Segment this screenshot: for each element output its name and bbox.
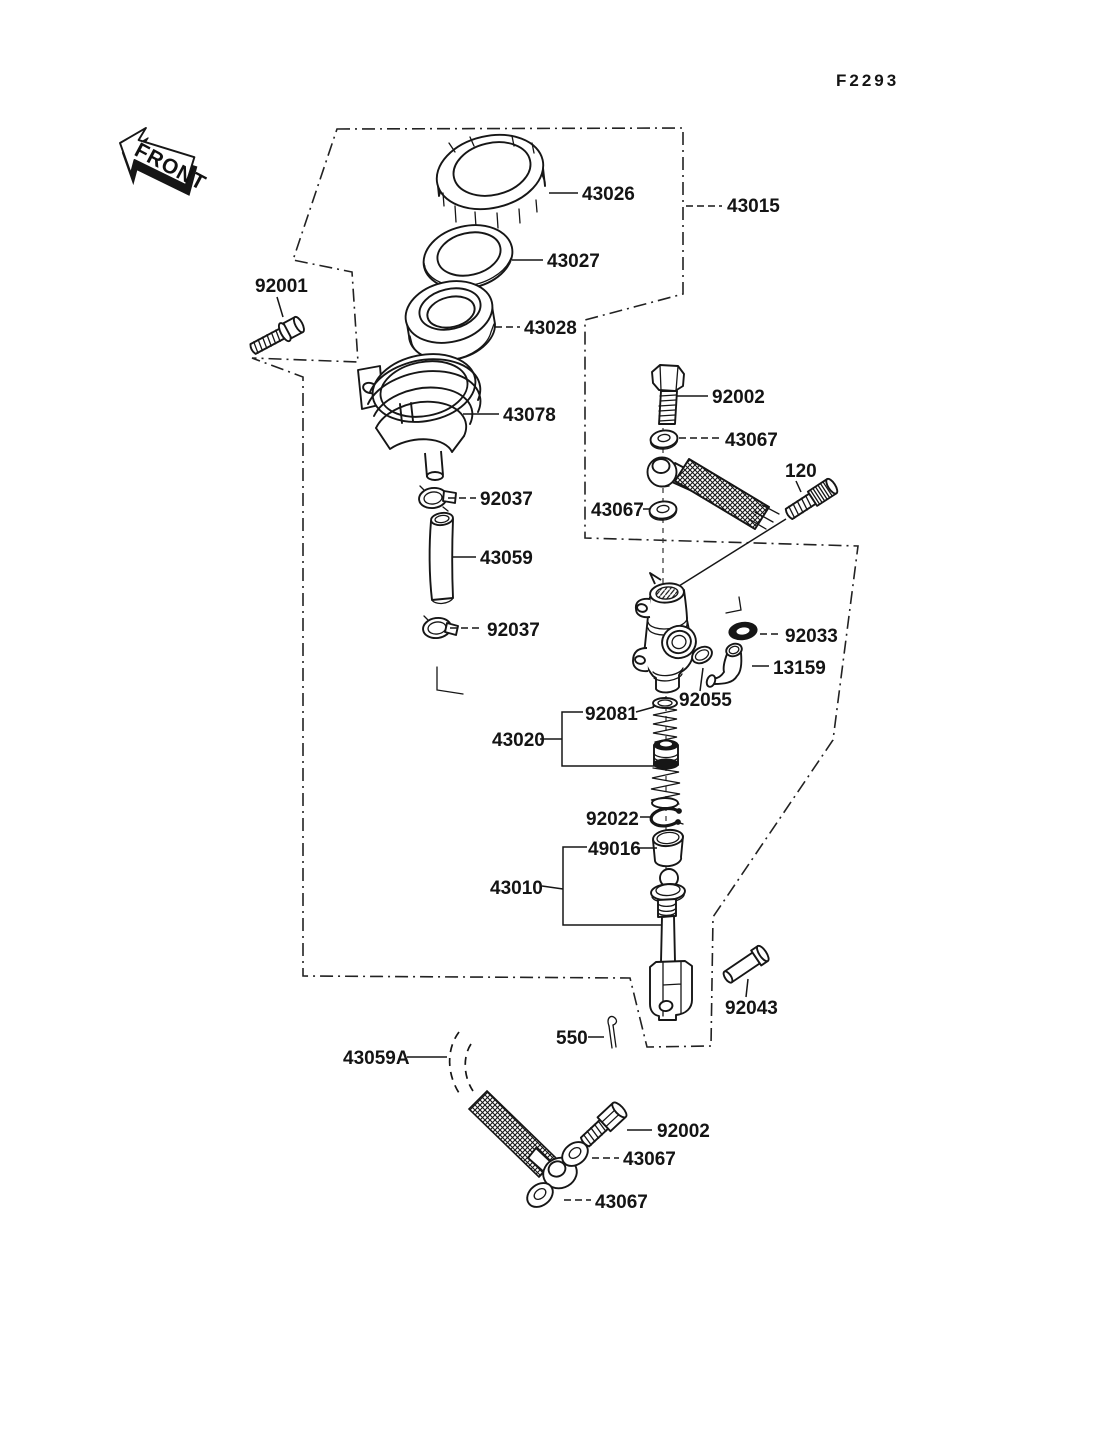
- label-43059A: 43059A: [343, 1048, 410, 1069]
- front-arrow: [107, 121, 217, 210]
- part-reservoir-cap: [429, 125, 550, 228]
- bolt-120-install-line: [671, 519, 786, 591]
- label-550: 550: [556, 1028, 588, 1049]
- part-grommet: [729, 622, 757, 639]
- part-reservoir-hose: [430, 512, 454, 604]
- corner-mark: [437, 667, 463, 694]
- part-labels: [255, 184, 838, 1213]
- label-92043: 92043: [725, 998, 778, 1019]
- label-43028: 43028: [524, 318, 577, 339]
- label-43067-b: 43067: [591, 500, 644, 521]
- part-cylinder-body: [633, 573, 700, 692]
- label-43015: 43015: [727, 196, 780, 217]
- label-43059: 43059: [480, 548, 533, 569]
- label-92037-b: 92037: [487, 620, 540, 641]
- label-43026: 43026: [582, 184, 635, 205]
- label-43067-d: 43067: [595, 1192, 648, 1213]
- front-label: FRONT: [130, 138, 210, 196]
- label-92033: 92033: [785, 626, 838, 647]
- label-92002-b: 92002: [657, 1121, 710, 1142]
- corner-mark: [726, 597, 741, 613]
- part-washer-upper: [650, 429, 679, 449]
- part-push-rod: [650, 869, 692, 1020]
- label-43027: 43027: [547, 251, 600, 272]
- label-92002-a: 92002: [712, 387, 765, 408]
- label-13159: 13159: [773, 658, 826, 679]
- label-92037-a: 92037: [480, 489, 533, 510]
- label-43067-c: 43067: [623, 1149, 676, 1170]
- label-43078: 43078: [503, 405, 556, 426]
- part-clevis-pin: [720, 944, 770, 986]
- label-49016: 49016: [588, 839, 641, 860]
- label-92055: 92055: [679, 690, 732, 711]
- label-92001: 92001: [255, 276, 308, 297]
- figure-code: F2293: [836, 71, 900, 90]
- part-brake-hose: [450, 1032, 581, 1193]
- label-43010: 43010: [490, 878, 543, 899]
- label-43020: 43020: [492, 730, 545, 751]
- part-clamp-bolt: [247, 314, 307, 358]
- part-banjo-bolt-upper: [652, 365, 684, 424]
- label-120: 120: [785, 461, 817, 482]
- part-circlip: [651, 809, 683, 826]
- label-92022: 92022: [586, 809, 639, 830]
- label-92081: 92081: [585, 704, 638, 725]
- label-43067-a: 43067: [725, 430, 778, 451]
- part-spring: [653, 698, 677, 742]
- part-reservoir: [358, 346, 481, 480]
- part-banjo-bolt-lower: [577, 1100, 628, 1150]
- part-washer-eye-lower: [649, 500, 678, 520]
- part-diaphragm: [399, 273, 498, 360]
- part-socket-bolt: [783, 477, 839, 522]
- part-piston-assembly: [651, 740, 680, 808]
- part-cotter-pin: [608, 1016, 616, 1048]
